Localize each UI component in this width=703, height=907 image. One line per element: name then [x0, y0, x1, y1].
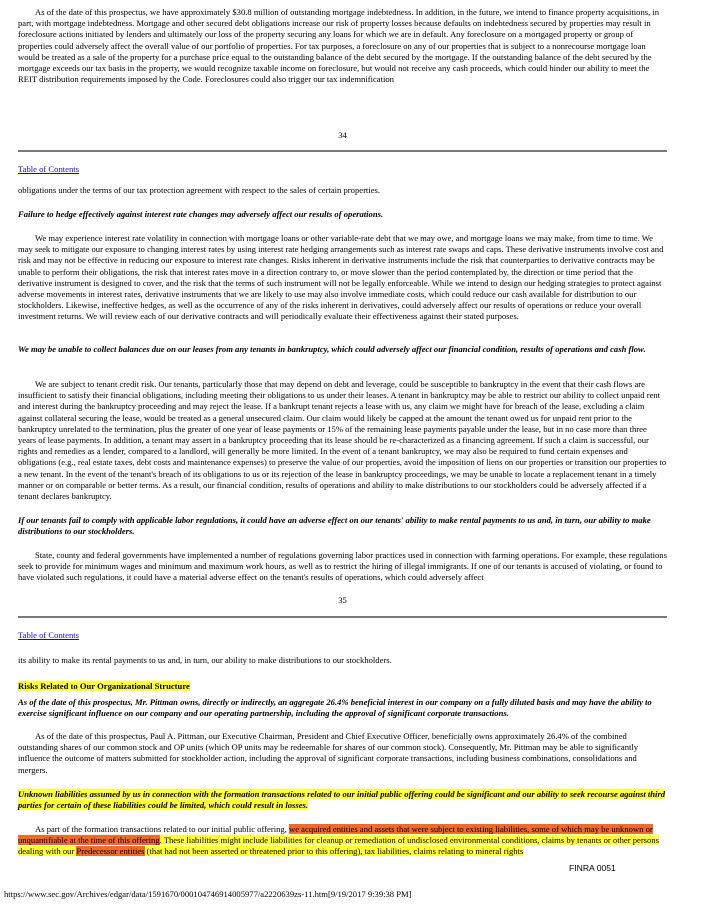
paragraph-hedging: We may experience interest rate volatility in connection with mortgage loans or other variable-rate debt that we may owe, and mortgage loans we may make, from time to time. We may seek to mitigate our exposure to changing interest rates by using interest rate hedging arrangements such as interest rate swaps and caps. These derivative instruments involve cost and risk and may not be effective in reducing our exposure to interest rate changes. Risks inherent in derivative instruments include the risk that counterparties to derivative contracts may be unable to perform their obligations, the risk that interest rates move in a direction contrary to, or move slower than the period contemplated by, the direction or time period that the derivative instrument is designed to cover, and the risk that the terms of such instrument will not be legally enforceable. While we intend to design our hedging strategies to protect against adverse movements in interest rates, derivative instruments that we are likely to use may also involve immediate costs, which could reduce our cash available for distribution to our stockholders. Likewise, ineffective hedges, as well as the occurrence of any of the risks inherent in derivatives, could adversely affect our results of operations or reduce your overall investment returns. We will review each of our derivative contracts and will periodically evaluate their effectiveness against their stated purposes.: [18, 233, 664, 322]
paragraph-labor: State, county and federal governments have implemented a number of regulations governing labor practices used in connection with farming operations. For example, these regulations seek to provide for minimum wages and minimum and maximum work hours, as well as to restrict the hiring of illegal immigrants. If one of our tenants is accused of violating, or found to have violated such regulations, it could have a material adverse effect on the tenant's results of operations, which could adversely affect: [18, 550, 667, 583]
paragraph-pittman: As of the date of this prospectus, Paul A. Pittman, our Executive Chairman, President and Chief Executive Officer, beneficially owns approximately 26.4% of the combined outstanding shares of our common stock and OP units (which OP units may be redeemable for shares of our common stock). Consequently, Mr. Pittman may be able to significantly influence the outcome of matters submitted for stockholder action, including the approval of significant corporate transactions, including business combinations, consolidations and mergers.: [18, 731, 639, 775]
yellow-highlight: (that had not been asserted or threatened prior to this offering), tax liabilities, claims relating to mineral rights: [144, 846, 524, 857]
orange-highlight: we acquired entities and assets that were subject to existing liabilities, some of which may be unknown or unquantifiable at the time of this offering: [18, 824, 653, 846]
risk-heading-pittman: As of the date of this prospectus, Mr. Pittman owns, directly or indirectly, an aggregate 26.4% beneficial interest in our company on a fully diluted basis and may have the ability to exercise significant influence on our company and our operating partnership, including the approval of significant corporate transactions.: [18, 697, 652, 719]
table-of-contents-link[interactable]: Table of Contents: [18, 630, 79, 640]
section-heading-text: Risks Related to Our Organizational Structure: [18, 681, 190, 691]
yellow-highlight: . These liabilities might include liabilities for cleanup or remediation of undisclosed environmental conditions, claims by tenants or other persons dealing with our: [18, 835, 659, 857]
orange-highlight: Predecessor entities: [76, 846, 145, 857]
risk-heading-bankruptcy: We may be unable to collect balances due on our leases from any tenants in bankruptcy, which could adversely affect our financial condition, results of operations and cash flow.: [18, 344, 646, 354]
page-divider: [18, 150, 667, 152]
section-heading-organizational-structure: [18, 676, 667, 694]
footer-url: https://www.sec.gov/Archives/edgar/data/1591670/000104746914005977/a2220639zs-11.htm[9/19/2017 9:39:38 PM]: [4, 889, 412, 899]
risk-heading-unknown-liabilities: [18, 789, 667, 811]
continuation-text: obligations under the terms of our tax protection agreement with respect to the sales of certain properties.: [18, 185, 381, 195]
paragraph-bankruptcy: We are subject to tenant credit risk. Our tenants, particularly those that may depend on debt and leverage, could be susceptible to bankruptcy in the event that their cash flows are insufficient to satisfy their financial obligations, including meeting their obligations to us under their leases. A tenant in bankruptcy may be able to restrict our ability to collect unpaid rent and interest during the bankruptcy proceeding and may reject the lease. If a bankrupt tenant rejects a lease with us, any claim we might have for breach of the lease, excluding a claim against collateral securing the lease, would be treated as a general unsecured claim. Our claim would likely be capped at the amount the tenant owed us for unpaid rent prior to the bankruptcy unrelated to the termination, plus the greater of one year of lease payments or 15% of the remaining lease payments payable under the lease, but in no case more than three years of lease payments. In addition, a tenant may assert in a bankruptcy proceeding that its lease should be re-characterized as a financing agreement. If such a claim is successful, our rights and remedies as a lender, compared to a landlord, will generally be more limited. In the event of a tenant bankruptcy, we may also be required to fund certain expenses and obligations (e.g., real estate taxes, debt costs and maintenance expenses) to preserve the value of our properties, avoid the imposition of liens on our properties or transition our properties to a new tenant. In the event of the tenant's breach of its obligations to us or its rejection of the lease in bankruptcy proceedings, we may be unable to locate a replacement tenant in a timely manner or on comparable or better terms. As a result, our financial condition, results of operations and ability to make distributions to our stockholders could be adversely affected if a tenant declares bankruptcy.: [18, 379, 667, 502]
page-number-35: 35: [338, 595, 347, 605]
risk-heading-labor: If our tenants fail to comply with applicable labor regulations, it could have an adverse effect on our tenants' ability to make rental payments to us and, in turn, our ability to make distributions to our stockholders.: [18, 515, 651, 537]
paragraph-mortgage-indebtedness: As of the date of this prospectus, we have approximately $30.8 million of outstanding mortgage indebtedness. In addition, in the future, we intend to finance property acquisitions, in part, with mortgage indebtedness. Mortgage and other secured debt obligations increase our risk of property losses because defaults on indebtedness secured by properties may result in foreclosure actions initiated by lenders and ultimately our loss of the property securing any loans for which we are in default. Any foreclosure on a mortgaged property or group of properties could adversely affect the overall value of our portfolio of properties. For tax purposes, a foreclosure on any of our properties that is subject to a nonrecourse mortgage loan would be treated as a sale of the property for a purchase price equal to the outstanding balance of the debt secured by the mortgage. If the outstanding balance of the debt secured by the mortgage exceeds our tax basis in the property, we would recognize taxable income on foreclosure, but would not receive any cash proceeds, which could hinder our ability to meet the REIT distribution requirements imposed by the Code. Foreclosures could also trigger our tax indemnification: [18, 7, 660, 85]
finra-stamp: FINRA 0051: [569, 863, 616, 873]
highlighted-heading-text: Unknown liabilities assumed by us in connection with the formation transactions related to our initial public offering could be significant and our ability to seek recourse against third parties for certain of these liabilities could be limited, which could result in losses.: [18, 789, 666, 811]
page-divider: [18, 616, 667, 618]
page-number-34: 34: [338, 130, 347, 140]
text-span: As part of the formation transactions related to our initial public offering,: [35, 824, 290, 834]
paragraph-unknown-liabilities: [18, 824, 667, 858]
continuation-text: its ability to make its rental payments to us and, in turn, our ability to make distributions to our stockholders.: [18, 655, 392, 665]
risk-heading-hedging: Failure to hedge effectively against interest rate changes may adversely affect our results of operations.: [18, 209, 384, 219]
table-of-contents-link[interactable]: Table of Contents: [18, 164, 79, 174]
